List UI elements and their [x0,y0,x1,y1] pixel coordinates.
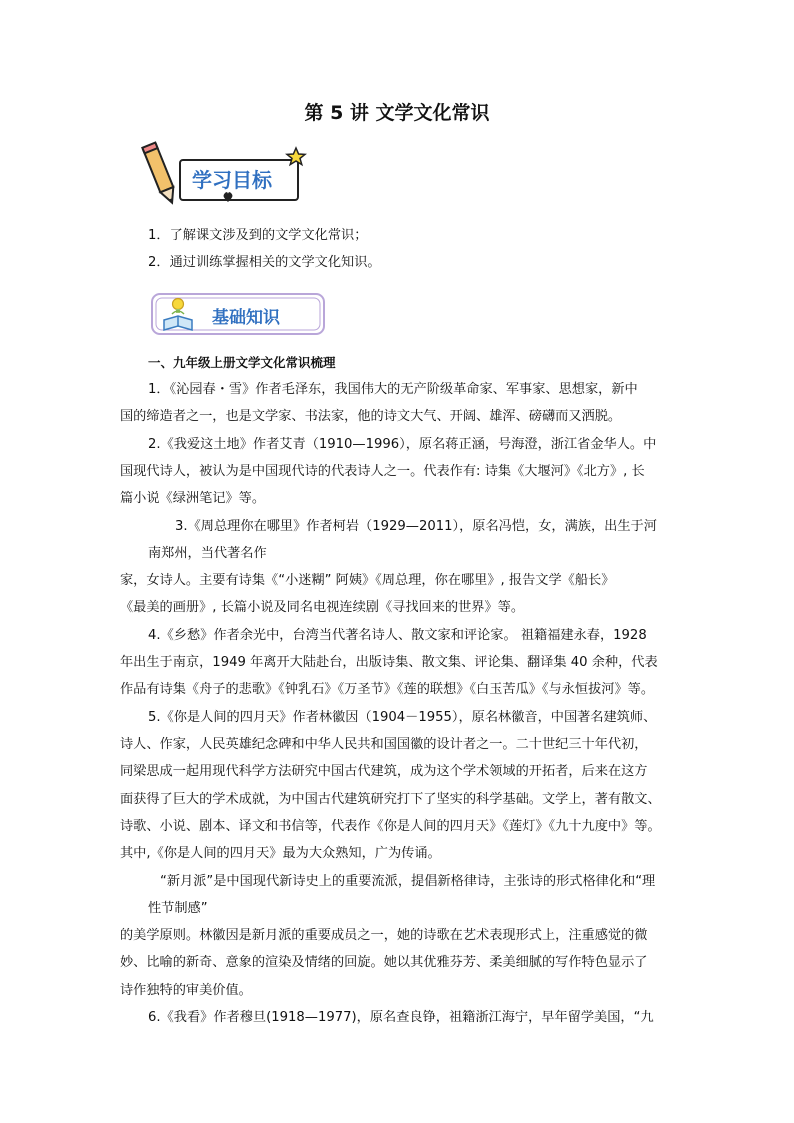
learning-goals-label: 学习目标 [192,168,272,192]
body-line: 诗作独特的审美价值。 [120,983,252,998]
body-line: 诗人、作家，人民英雄纪念碑和中华人民共和国国徽的设计者之一。二十世纪三十年代初， [120,737,648,752]
body-line: 年出生于南京，1949 年离开大陆赴台，出版诗集、散文集、评论集、翻译集 40 余种，代表 [120,655,658,670]
body-line: 诗歌、小说、剧本、译文和书信等，代表作《你是人间的四月天》《莲灯》《九十九度中》等。 [120,819,661,834]
body-line: 其中,《你是人间的四月天》最为大众熟知，广为传诵。 [120,846,441,861]
learning-goals-badge [140,140,310,212]
body-line: 篇小说《绿洲笔记》等。 [120,491,266,506]
body-line: 5.《你是人间的四月天》作者林徽因（1904－1955），原名林徽音，中国著名建筑师、 [148,710,657,725]
body-line: 国现代诗人，被认为是中国现代诗的代表诗人之一。代表作有: 诗集《大堰河》《北方》, 长 [120,464,645,479]
body-line: 家，女诗人。主要有诗集《“小迷糊” 阿姨》《周总理，你在哪里》, 报告文学《船长》 [120,573,615,588]
body-line: 2.《我爱这土地》作者艾青（1910—1996），原名蒋正涵，号海澄，浙江省金华人。中 [148,437,657,452]
body-line: 6.《我看》作者穆旦(1918—1977)，原名查良铮，祖籍浙江海宁，早年留学美国，“九 [148,1010,654,1025]
section-heading: 一、九年级上册文学文化常识梳理 [148,355,336,370]
body-line: 3.《周总理你在哪里》作者柯岩（1929—2011），原名冯恺，女，满族，出生于河 [175,519,657,534]
body-line: 4.《乡愁》作者余光中，台湾当代著名诗人、散文家和评论家。 祖籍福建永春，1928 [148,628,647,643]
body-line: 面获得了巨大的学术成就，为中国古代建筑研究打下了坚实的科学基础。文学上，著有散文、 [120,792,661,807]
body-line: 的美学原则。林徽因是新月派的重要成员之一，她的诗歌在艺术表现形式上，注重感觉的微 [120,928,648,943]
page-title: 第 5 讲 文学文化常识 [304,102,490,124]
body-line: 南郑州，当代著名作 [148,546,267,561]
basic-knowledge-label: 基础知识 [212,308,280,328]
body-line: 同梁思成一起用现代科学方法研究中国古代建筑，成为这个学术领域的开拓者，后来在这方 [120,764,648,779]
body-line: 性节制感” [148,901,208,916]
body-line: 作品有诗集《舟子的悲歌》《钟乳石》《万圣节》《莲的联想》《白玉苦瓜》《与永恒拔河》等。 [120,682,655,697]
basic-knowledge-badge [150,290,330,340]
goal-item: 2．通过训练掌握相关的文学文化知识。 [148,255,381,270]
body-line: 《最美的画册》, 长篇小说及同名电视连续剧《寻找回来的世界》等。 [120,600,525,615]
body-line: 妙、比喻的新奇、意象的渲染及情绪的回旋。她以其优雅芬芳、柔美细腻的写作特色显示了 [120,955,648,970]
body-line: 国的缔造者之一，也是文学家、书法家，他的诗文大气、开阔、雄浑、磅礴而又洒脱。 [120,409,622,424]
goal-item: 1．了解课文涉及到的文学文化常识； [148,228,368,243]
body-line: “新月派”是中国现代新诗史上的重要流派，提倡新格律诗，主张诗的形式格律化和“理 [160,874,656,889]
body-line: 1．《沁园春・雪》作者毛泽东，我国伟大的无产阶级革命家、军事家、思想家，新中 [148,382,638,397]
